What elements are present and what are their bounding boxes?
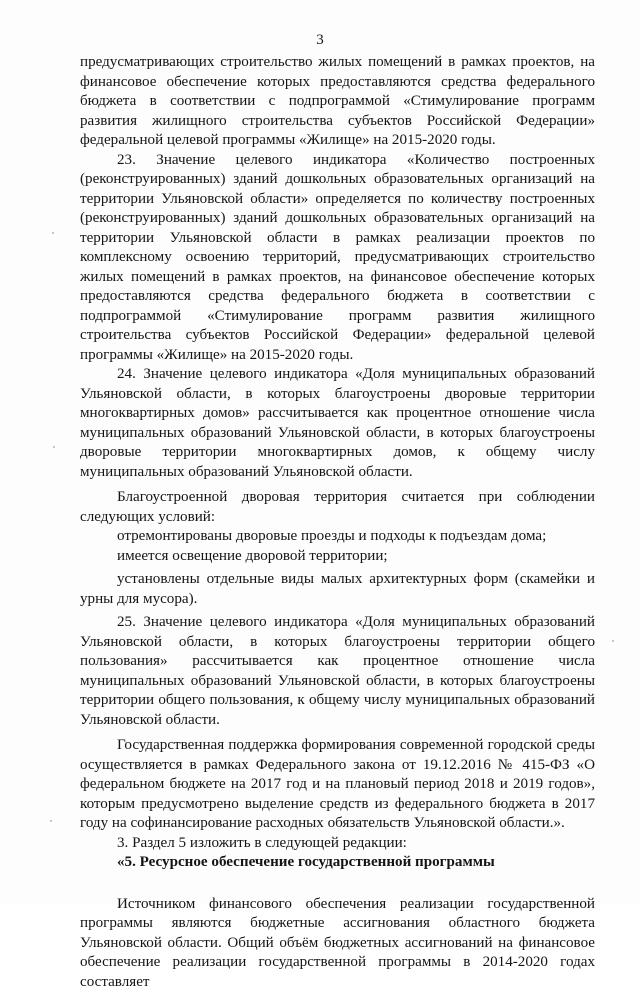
paragraph-courtyard-definition: Благоустроенной дворовая территория считается при соблюдении следующих условий: [80,488,595,527]
paragraph-funding-source: Источником финансового обеспечения реализации государственной программы являются бюджетные ассигнования областного бюджета Ульяновской области. Общий объём бюджетных ассигнований на финансовое обеспечение реализации государственной программы в 2014-2020 годах составляет [80,895,595,992]
condition-lighting: имеется освещение дворовой территории; [80,547,595,567]
scan-speck [52,232,54,234]
scan-speck [50,820,52,822]
paragraph-item-25: 25. Значение целевого индикатора «Доля муниципальных образований Ульяновской области, в которых благоустроены территории общего пользования» рассчитывается как процентное отношение числа муниципальных образований Ульяновской области, в которых благоустроены территории общего пользования, к общему числу муниципальных образований Ульяновской области. [80,613,595,730]
paragraph-item-23: 23. Значение целевого индикатора «Количество построенных (реконструированных) зданий дошкольных образовательных организаций на территории Ульяновской области» определяется по количеству построенных (реконструированных) зданий дошкольных образовательных организаций на территории Ульяновской области в рамках реализации проектов по комплексному освоению территорий, предусматривающих строительство жилых помещений в рамках проектов, на финансовое обеспечение которых предоставляются средства федерального бюджета в соответствии с подпрограммой «Стимулирование программ развития жилищного строительства субъектов Российской Федерации» федеральной целевой программы «Жилище» на 2015-2020 годы. [80,151,595,366]
condition-driveways: отремонтированы дворовые проезды и подходы к подъездам дома; [80,527,595,547]
paragraph-state-support: Государственная поддержка формирования современной городской среды осуществляется в рамках Федерального закона от 19.12.2016 № 415-ФЗ «О федеральном бюджете на 2017 год и на плановый период 2018 и 2019 годов», которым предусмотрено выделение средств из федерального бюджета в 2017 году на софинансирование расходных обязательств Ульяновской области.». [80,736,595,834]
document-body [80,53,595,992]
section-5-title: «5. Ресурсное обеспечение государственной программы [80,853,595,873]
paragraph-continuation: предусматривающих строительство жилых помещений в рамках проектов, на финансовое обеспечение которых предоставляются средства федерального бюджета в соответствии с подпрограммой «Стимулирование программ развития жилищного строительства субъектов Российской Федерации» федеральной целевой программы «Жилище» на 2015-2020 годы. [80,53,595,151]
paragraph-section-5-instruction: 3. Раздел 5 изложить в следующей редакции: [80,834,595,854]
scan-speck [612,640,614,642]
page-number: 3 [0,32,640,49]
paragraph-item-24: 24. Значение целевого индикатора «Доля муниципальных образований Ульяновской области, в которых благоустроены дворовые территории многоквартирных домов» рассчитывается как процентное отношение числа муниципальных образований Ульяновской области, в которых благоустроены дворовые территории многоквартирных домов, к общему числу муниципальных образований Ульяновской области. [80,365,595,482]
scan-speck [53,446,55,448]
condition-small-forms: установлены отдельные виды малых архитектурных форм (скамейки и урны для мусора). [80,570,595,609]
